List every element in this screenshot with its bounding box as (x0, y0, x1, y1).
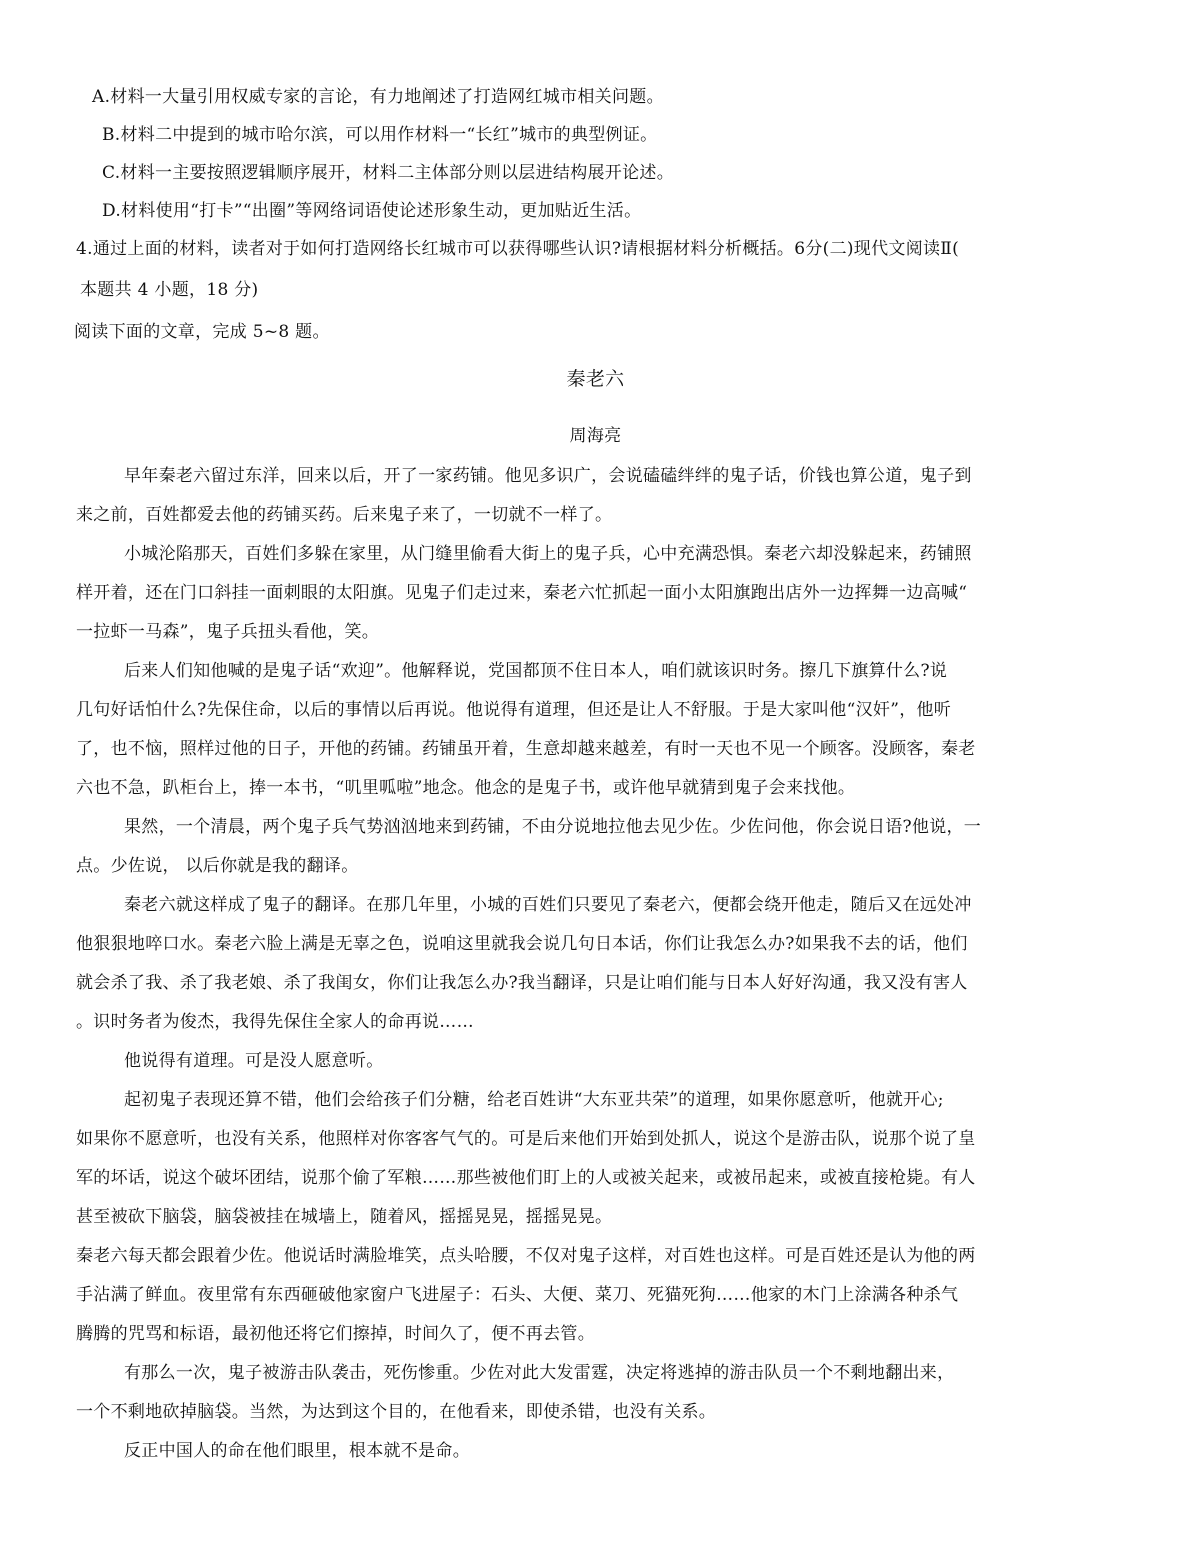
body-line: 有那么一次，鬼子被游击队袭击，死伤惨重。少佐对此大发雷霆，决定将逃掉的游击队员一个不剩地翻出来， (124, 1363, 955, 1383)
body-line: 就会杀了我、杀了我老娘、杀了我闺女，你们让我怎么办?我当翻译，只是让咱们能与日本人好好沟通，我又没有害人 (76, 973, 968, 993)
option-c: C.材料一主要按照逻辑顺序展开，材料二主体部分则以层进结构展开论述。 (102, 163, 675, 183)
body-line: 起初鬼子表现还算不错，他们会给孩子们分糖，给老百姓讲“大东亚共荣”的道理，如果你愿意听，他就开心; (124, 1090, 944, 1110)
body-line: 秦老六每天都会跟着少佐。他说话时满脸堆笑，点头哈腰，不仅对鬼子这样，对百姓也这样。可是百姓还是认为他的两 (76, 1246, 976, 1266)
body-line: 后来人们知他喊的是鬼子话“欢迎”。他解释说，党国都顶不住日本人，咱们就该识时务。擦几下旗算什么?说 (124, 661, 948, 681)
body-line: 一个不剩地砍掉脑袋。当然，为达到这个目的，在他看来，即使杀错，也没有关系。 (76, 1402, 717, 1422)
body-line: 果然，一个清晨，两个鬼子兵气势汹汹地来到药铺，不由分说地拉他去见少佐。少佐问他，你会说日语?他说，一 (124, 817, 982, 837)
option-d: D.材料使用“打卡”“出圈”等网络词语使论述形象生动，更加贴近生活。 (102, 201, 642, 221)
body-line: 秦老六就这样成了鬼子的翻译。在那几年里，小城的百姓们只要见了秦老六，便都会绕开他走，随后又在远处冲 (124, 895, 972, 915)
body-line: 甚至被砍下脑袋，脑袋被挂在城墙上，随着风，摇摇晃晃，摇摇晃晃。 (76, 1207, 613, 1227)
body-line: 来之前，百姓都爱去他的药铺买药。后来鬼子来了，一切就不一样了。 (76, 505, 613, 525)
body-line: 如果你不愿意听，也没有关系，他照样对你客客气气的。可是后来他们开始到处抓人，说这个是游击队，说那个说了皇 (76, 1129, 976, 1149)
reading-instruction: 阅读下面的文章，完成 5~8 题。 (74, 322, 330, 342)
body-line: 反正中国人的命在他们眼里，根本就不是命。 (124, 1441, 470, 1461)
body-line: 军的坏话，说这个破坏团结，说那个偷了军粮……那些被他们盯上的人或被关起来，或被吊起来，或被直接枪毙。有人 (76, 1168, 976, 1188)
body-line: 。识时务者为俊杰，我得先保住全家人的命再说…… (76, 1012, 474, 1032)
question-4-line-1: 4.通过上面的材料，读者对于如何打造网络长红城市可以获得哪些认识?请根据材料分析概括。6分(二)现代文阅读Ⅱ( (76, 239, 960, 259)
body-line: 早年秦老六留过东洋，回来以后，开了一家药铺。他见多识广，会说磕磕绊绊的鬼子话，价钱也算公道，鬼子到 (124, 466, 972, 486)
article-title: 秦老六 (566, 368, 625, 390)
body-line: 手沾满了鲜血。夜里常有东西砸破他家窗户飞进屋子：石头、大便、菜刀、死猫死狗……他家的木门上涂满各种杀气 (76, 1285, 959, 1305)
option-b: B.材料二中提到的城市哈尔滨，可以用作材料一“长红”城市的典型例证。 (102, 125, 658, 145)
body-line: 他狠狠地啐口水。秦老六脸上满是无辜之色，说咱这里就我会说几句日本话，你们让我怎么办?如果我不去的话，他们 (76, 934, 968, 954)
body-line: 一拉虾一马森”，鬼子兵扭头看他，笑。 (76, 622, 380, 642)
body-line: 六也不急，趴柜台上，捧一本书，“叽里呱啦”地念。他念的是鬼子书，或许他早就猜到鬼子会来找他。 (76, 778, 856, 798)
body-line: 他说得有道理。可是没人愿意听。 (124, 1051, 384, 1071)
body-line: 了，也不恼，照样过他的日子，开他的药铺。药铺虽开着，生意却越来越差，有时一天也不见一个顾客。没顾客，秦老 (76, 739, 976, 759)
question-4-line-2: 本题共 4 小题，18 分) (80, 280, 259, 300)
body-line: 小城沦陷那天，百姓们多躲在家里，从门缝里偷看大街上的鬼子兵，心中充满恐惧。秦老六却没躲起来，药铺照 (124, 544, 972, 564)
option-a: A.材料一大量引用权威专家的言论，有力地阐述了打造网红城市相关问题。 (92, 87, 664, 107)
body-line: 腾腾的咒骂和标语，最初他还将它们擦掉，时间久了，便不再去管。 (76, 1324, 595, 1344)
body-line: 样开着，还在门口斜挂一面刺眼的太阳旗。见鬼子们走过来，秦老六忙抓起一面小太阳旗跑出店外一边挥舞一边高喊“ (76, 583, 968, 603)
article-author: 周海亮 (569, 426, 622, 446)
body-line: 几句好话怕什么?先保住命，以后的事情以后再说。他说得有道理，但还是让人不舒服。于是大家叫他“汉奸”，他听 (76, 700, 952, 720)
body-line: 点。少佐说， 以后你就是我的翻译。 (76, 856, 359, 876)
